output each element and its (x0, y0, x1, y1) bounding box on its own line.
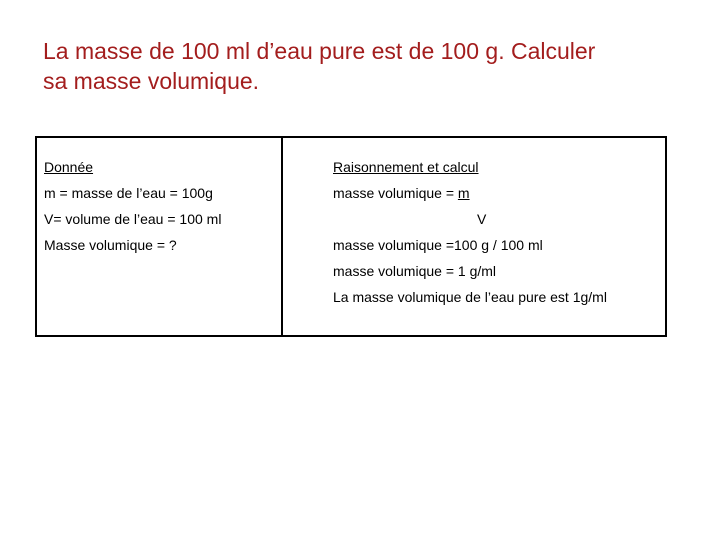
conclusion-line: La masse volumique de l’eau pure est 1g/ml (333, 289, 607, 305)
data-heading: Donnée (44, 159, 94, 175)
formula-prefix: masse volumique = (333, 185, 458, 201)
formula-numerator: m (457, 185, 470, 201)
result-line: masse volumique = 1 g/ml (333, 263, 497, 279)
column-divider (281, 138, 283, 335)
data-line-mass: m = masse de l’eau = 100g (44, 185, 213, 201)
data-column (44, 154, 221, 258)
formula-line (333, 180, 607, 206)
reasoning-heading: Raisonnement et calcul (333, 159, 479, 175)
formula-denominator: V (477, 211, 487, 227)
exercise-table (35, 136, 667, 337)
title-line-1: La masse de 100 ml d’eau pure est de 100 g. Calculer (43, 38, 596, 64)
data-line-density: Masse volumique = ? (44, 237, 177, 253)
title-line-2: sa masse volumique. (43, 68, 260, 94)
page-title (43, 36, 683, 96)
calc-line: masse volumique =100 g / 100 ml (333, 237, 543, 253)
reasoning-column (333, 154, 607, 310)
data-line-volume: V= volume de l’eau = 100 ml (44, 211, 222, 227)
